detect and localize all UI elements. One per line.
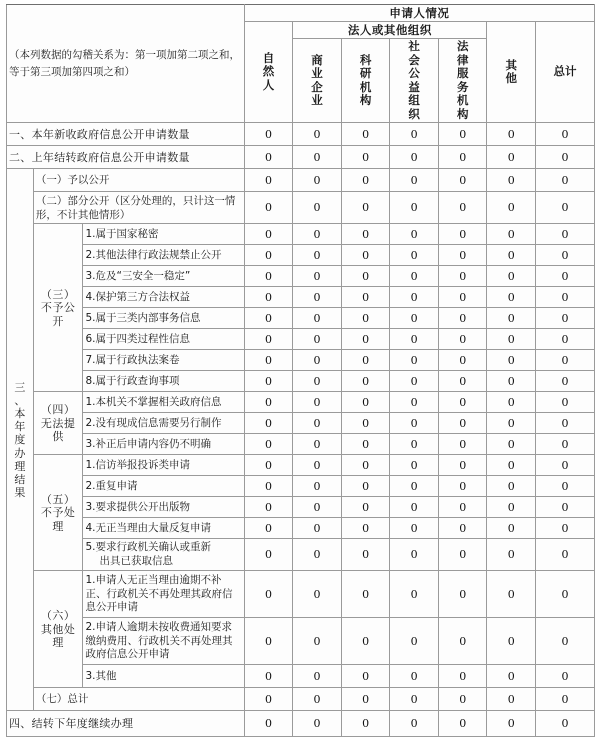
cell-value: 0 bbox=[536, 266, 595, 287]
cell-value: 0 bbox=[390, 371, 439, 392]
cell-value: 0 bbox=[293, 434, 342, 455]
cell-value: 0 bbox=[487, 688, 536, 711]
cell-value: 0 bbox=[390, 618, 439, 665]
cell-value: 0 bbox=[536, 169, 595, 192]
cell-value: 0 bbox=[390, 497, 439, 518]
cell-value: 0 bbox=[487, 518, 536, 539]
table-row bbox=[7, 434, 595, 455]
cell-value: 0 bbox=[293, 476, 342, 497]
cell-value: 0 bbox=[487, 192, 536, 224]
table-row bbox=[7, 497, 595, 518]
cell-value: 0 bbox=[438, 688, 487, 711]
cell-value: 0 bbox=[438, 392, 487, 413]
row-label-duplicate-application: 2.重复申请 bbox=[83, 476, 244, 497]
cell-value: 0 bbox=[293, 245, 342, 266]
cell-value: 0 bbox=[341, 688, 390, 711]
cell-value: 0 bbox=[487, 123, 536, 146]
cell-value: 0 bbox=[536, 308, 595, 329]
header-col-natural-person: 自 然 人 bbox=[244, 22, 293, 123]
cell-value: 0 bbox=[536, 350, 595, 371]
cell-value: 0 bbox=[438, 665, 487, 688]
group-label-other-handling: （六）其他处理 bbox=[33, 571, 83, 688]
cell-value: 0 bbox=[244, 434, 293, 455]
cell-value: 0 bbox=[341, 371, 390, 392]
cell-value: 0 bbox=[438, 371, 487, 392]
row-label-new-applications: 一、本年新收政府信息公开申请数量 bbox=[7, 123, 245, 146]
cell-value: 0 bbox=[536, 287, 595, 308]
cell-value: 0 bbox=[341, 192, 390, 224]
cell-value: 0 bbox=[341, 476, 390, 497]
cell-value: 0 bbox=[293, 571, 342, 618]
cell-value: 0 bbox=[293, 539, 342, 571]
cell-value: 0 bbox=[293, 192, 342, 224]
row-label-other-law-prohibits: 2.其他法律行政法规禁止公开 bbox=[83, 245, 244, 266]
cell-value: 0 bbox=[438, 146, 487, 169]
cell-value: 0 bbox=[341, 413, 390, 434]
cell-value: 0 bbox=[341, 308, 390, 329]
cell-value: 0 bbox=[438, 571, 487, 618]
cell-value: 0 bbox=[244, 287, 293, 308]
table-row bbox=[7, 688, 595, 711]
cell-value: 0 bbox=[438, 245, 487, 266]
cell-value: 0 bbox=[536, 371, 595, 392]
cell-value: 0 bbox=[536, 476, 595, 497]
cell-value: 0 bbox=[244, 146, 293, 169]
row-label-not-in-possession: 1.本机关不掌握相关政府信息 bbox=[83, 392, 244, 413]
cell-value: 0 bbox=[390, 123, 439, 146]
row-label-enforcement-file: 7.属于行政执法案卷 bbox=[83, 350, 244, 371]
cell-value: 0 bbox=[341, 123, 390, 146]
table-row bbox=[7, 169, 595, 192]
cell-value: 0 bbox=[487, 224, 536, 245]
cell-value: 0 bbox=[536, 245, 595, 266]
row-label-carried-over-applications: 二、上年结转政府信息公开申请数量 bbox=[7, 146, 245, 169]
table-row bbox=[7, 711, 595, 737]
cell-value: 0 bbox=[341, 169, 390, 192]
cell-value: 0 bbox=[293, 224, 342, 245]
cell-value: 0 bbox=[487, 539, 536, 571]
table-row bbox=[7, 476, 595, 497]
cell-value: 0 bbox=[293, 392, 342, 413]
cell-value: 0 bbox=[390, 688, 439, 711]
cell-value: 0 bbox=[341, 539, 390, 571]
cell-value: 0 bbox=[293, 618, 342, 665]
group-label-no-processing: （五）不予处理 bbox=[33, 455, 83, 571]
cell-value: 0 bbox=[536, 688, 595, 711]
cell-value: 0 bbox=[244, 266, 293, 287]
cell-value: 0 bbox=[438, 618, 487, 665]
cell-value: 0 bbox=[487, 711, 536, 737]
cell-value: 0 bbox=[244, 123, 293, 146]
cell-value: 0 bbox=[487, 146, 536, 169]
cell-value: 0 bbox=[438, 287, 487, 308]
cell-value: 0 bbox=[341, 455, 390, 476]
row-label-reconfirm-obtained-info: 5.要求行政机关确认或重新 出具已获取信息 bbox=[83, 539, 244, 571]
cell-value: 0 bbox=[293, 350, 342, 371]
cell-value: 0 bbox=[536, 434, 595, 455]
cell-value: 0 bbox=[244, 571, 293, 618]
cell-value: 0 bbox=[293, 123, 342, 146]
cell-value: 0 bbox=[487, 169, 536, 192]
cell-value: 0 bbox=[293, 146, 342, 169]
cell-value: 0 bbox=[244, 392, 293, 413]
header-row-applicant-group bbox=[7, 5, 595, 22]
cell-value: 0 bbox=[244, 497, 293, 518]
cell-value: 0 bbox=[536, 413, 595, 434]
cell-value: 0 bbox=[244, 665, 293, 688]
cell-value: 0 bbox=[438, 476, 487, 497]
table-row bbox=[7, 123, 595, 146]
cell-value: 0 bbox=[244, 455, 293, 476]
cell-value: 0 bbox=[244, 329, 293, 350]
cell-value: 0 bbox=[293, 371, 342, 392]
cell-value: 0 bbox=[487, 329, 536, 350]
cell-value: 0 bbox=[438, 308, 487, 329]
cell-value: 0 bbox=[536, 539, 595, 571]
header-col-research-institution: 科 研 机 构 bbox=[341, 39, 390, 123]
header-legal-entity-or-other-org: 法人或其他组织 bbox=[293, 22, 487, 39]
cell-value: 0 bbox=[390, 266, 439, 287]
cell-value: 0 bbox=[536, 123, 595, 146]
cell-value: 0 bbox=[438, 497, 487, 518]
cell-value: 0 bbox=[341, 245, 390, 266]
cell-value: 0 bbox=[293, 665, 342, 688]
cell-value: 0 bbox=[341, 665, 390, 688]
table-row bbox=[7, 224, 595, 245]
cell-value: 0 bbox=[390, 476, 439, 497]
cell-value: 0 bbox=[244, 539, 293, 571]
table-row bbox=[7, 245, 595, 266]
row-label-needs-new-creation: 2.没有现成信息需要另行制作 bbox=[83, 413, 244, 434]
cell-value: 0 bbox=[390, 571, 439, 618]
cell-value: 0 bbox=[293, 308, 342, 329]
cell-value: 0 bbox=[244, 308, 293, 329]
cell-value: 0 bbox=[487, 497, 536, 518]
cell-value: 0 bbox=[244, 169, 293, 192]
header-applicant-situation: 申请人情况 bbox=[244, 5, 594, 22]
cell-value: 0 bbox=[341, 287, 390, 308]
cell-value: 0 bbox=[390, 711, 439, 737]
cell-value: 0 bbox=[390, 169, 439, 192]
table-row bbox=[7, 287, 595, 308]
cell-value: 0 bbox=[293, 413, 342, 434]
cell-value: 0 bbox=[487, 413, 536, 434]
checksum-note: （本列数据的勾稽关系为：第一项加第二项之和，等于第三项加第四项之和） bbox=[7, 5, 245, 123]
cell-value: 0 bbox=[536, 224, 595, 245]
group-label-unable-to-provide: （四）无法提供 bbox=[33, 392, 83, 455]
cell-value: 0 bbox=[390, 192, 439, 224]
cell-value: 0 bbox=[438, 266, 487, 287]
cell-value: 0 bbox=[293, 497, 342, 518]
cell-value: 0 bbox=[536, 711, 595, 737]
cell-value: 0 bbox=[487, 455, 536, 476]
cell-value: 0 bbox=[341, 518, 390, 539]
cell-value: 0 bbox=[438, 455, 487, 476]
row-label-subtotal: （七）总计 bbox=[33, 688, 244, 711]
cell-value: 0 bbox=[244, 711, 293, 737]
cell-value: 0 bbox=[390, 539, 439, 571]
cell-value: 0 bbox=[438, 711, 487, 737]
cell-value: 0 bbox=[244, 245, 293, 266]
table-row bbox=[7, 455, 595, 476]
table-row bbox=[7, 192, 595, 224]
cell-value: 0 bbox=[341, 434, 390, 455]
cell-value: 0 bbox=[244, 192, 293, 224]
cell-value: 0 bbox=[487, 665, 536, 688]
cell-value: 0 bbox=[536, 392, 595, 413]
cell-value: 0 bbox=[487, 476, 536, 497]
row-label-published-materials: 3.要求提供公开出版物 bbox=[83, 497, 244, 518]
cell-value: 0 bbox=[487, 618, 536, 665]
cell-value: 0 bbox=[293, 455, 342, 476]
cell-value: 0 bbox=[536, 192, 595, 224]
cell-value: 0 bbox=[390, 413, 439, 434]
table-row bbox=[7, 539, 595, 571]
cell-value: 0 bbox=[536, 497, 595, 518]
row-label-process-information: 6.属于四类过程性信息 bbox=[83, 329, 244, 350]
cell-value: 0 bbox=[341, 224, 390, 245]
cell-value: 0 bbox=[244, 413, 293, 434]
cell-value: 0 bbox=[487, 287, 536, 308]
table-row bbox=[7, 571, 595, 618]
cell-value: 0 bbox=[390, 224, 439, 245]
table-row bbox=[7, 665, 595, 688]
cell-value: 0 bbox=[244, 224, 293, 245]
cell-value: 0 bbox=[487, 350, 536, 371]
cell-value: 0 bbox=[293, 266, 342, 287]
table-row bbox=[7, 266, 595, 287]
row-label-petition-complaint: 1.信访举报投诉类申请 bbox=[83, 455, 244, 476]
header-col-public-welfare-org: 社 会 公 益 组 织 bbox=[390, 39, 439, 123]
row-label-protect-third-party: 4.保护第三方合法权益 bbox=[83, 287, 244, 308]
table-row bbox=[7, 518, 595, 539]
cell-value: 0 bbox=[438, 224, 487, 245]
cell-value: 0 bbox=[536, 455, 595, 476]
cell-value: 0 bbox=[390, 287, 439, 308]
cell-value: 0 bbox=[341, 392, 390, 413]
cell-value: 0 bbox=[438, 123, 487, 146]
cell-value: 0 bbox=[487, 392, 536, 413]
cell-value: 0 bbox=[438, 169, 487, 192]
cell-value: 0 bbox=[390, 146, 439, 169]
cell-value: 0 bbox=[390, 518, 439, 539]
cell-value: 0 bbox=[487, 434, 536, 455]
cell-value: 0 bbox=[390, 665, 439, 688]
cell-value: 0 bbox=[293, 711, 342, 737]
cell-value: 0 bbox=[390, 329, 439, 350]
row-label-repeated-without-cause: 4.无正当理由大量反复申请 bbox=[83, 518, 244, 539]
row-label-other-item: 3.其他 bbox=[83, 665, 244, 688]
cell-value: 0 bbox=[341, 497, 390, 518]
table-row bbox=[7, 392, 595, 413]
cell-value: 0 bbox=[390, 434, 439, 455]
table-row bbox=[7, 146, 595, 169]
cell-value: 0 bbox=[341, 711, 390, 737]
cell-value: 0 bbox=[536, 665, 595, 688]
table-row bbox=[7, 308, 595, 329]
cell-value: 0 bbox=[438, 518, 487, 539]
cell-value: 0 bbox=[390, 308, 439, 329]
table-row bbox=[7, 350, 595, 371]
cell-value: 0 bbox=[536, 329, 595, 350]
table-row bbox=[7, 371, 595, 392]
row-label-still-unclear-after-correction: 3.补正后申请内容仍不明确 bbox=[83, 434, 244, 455]
header-col-other: 其 他 bbox=[487, 22, 536, 123]
cell-value: 0 bbox=[438, 434, 487, 455]
row-label-overdue-no-correction: 1.申请人无正当理由逾期不补正、行政机关不再处理其政府信息公开申请 bbox=[83, 571, 244, 618]
cell-value: 0 bbox=[438, 350, 487, 371]
cell-value: 0 bbox=[487, 266, 536, 287]
cell-value: 0 bbox=[341, 350, 390, 371]
row-label-internal-affairs: 5.属于三类内部事务信息 bbox=[83, 308, 244, 329]
cell-value: 0 bbox=[536, 518, 595, 539]
cell-value: 0 bbox=[438, 329, 487, 350]
cell-value: 0 bbox=[390, 350, 439, 371]
row-label-disclose: （一）予以公开 bbox=[33, 169, 244, 192]
cell-value: 0 bbox=[244, 618, 293, 665]
cell-value: 0 bbox=[390, 392, 439, 413]
cell-value: 0 bbox=[244, 688, 293, 711]
cell-value: 0 bbox=[487, 371, 536, 392]
header-col-commercial-enterprise: 商 业 企 业 bbox=[293, 39, 342, 123]
cell-value: 0 bbox=[487, 245, 536, 266]
cell-value: 0 bbox=[244, 518, 293, 539]
cell-value: 0 bbox=[341, 329, 390, 350]
header-col-total: 总计 bbox=[536, 22, 595, 123]
table-row bbox=[7, 413, 595, 434]
cell-value: 0 bbox=[536, 571, 595, 618]
cell-value: 0 bbox=[244, 476, 293, 497]
cell-value: 0 bbox=[341, 146, 390, 169]
row-label-carry-to-next-year: 四、结转下年度继续办理 bbox=[7, 711, 245, 737]
cell-value: 0 bbox=[390, 245, 439, 266]
cell-value: 0 bbox=[293, 169, 342, 192]
row-label-partial-disclosure: （二）部分公开（区分处理的，只计这一情形，不计其他情形） bbox=[33, 192, 244, 224]
header-col-legal-service-org: 法 律 服 务 机 构 bbox=[438, 39, 487, 123]
cell-value: 0 bbox=[293, 287, 342, 308]
cell-value: 0 bbox=[341, 618, 390, 665]
government-info-disclosure-table bbox=[6, 4, 595, 737]
cell-value: 0 bbox=[244, 350, 293, 371]
row-label-endanger-three-safety: 3.危及“三安全一稳定” bbox=[83, 266, 244, 287]
table-row bbox=[7, 618, 595, 665]
cell-value: 0 bbox=[244, 371, 293, 392]
cell-value: 0 bbox=[390, 455, 439, 476]
group-label-non-disclosure: （三）不予公开 bbox=[33, 224, 83, 392]
row-label-overdue-unpaid-fee: 2.申请人逾期未按收费通知要求缴纳费用、行政机关不再处理其政府信息公开申请 bbox=[83, 618, 244, 665]
section-label-annual-processing-results: 三 、 本 年 度 办 理 结 果 bbox=[7, 169, 34, 711]
cell-value: 0 bbox=[341, 571, 390, 618]
row-label-administrative-inquiry: 8.属于行政查询事项 bbox=[83, 371, 244, 392]
cell-value: 0 bbox=[536, 146, 595, 169]
cell-value: 0 bbox=[438, 539, 487, 571]
row-label-state-secret: 1.属于国家秘密 bbox=[83, 224, 244, 245]
cell-value: 0 bbox=[341, 266, 390, 287]
cell-value: 0 bbox=[293, 329, 342, 350]
cell-value: 0 bbox=[438, 413, 487, 434]
cell-value: 0 bbox=[487, 571, 536, 618]
cell-value: 0 bbox=[293, 688, 342, 711]
table-row bbox=[7, 329, 595, 350]
cell-value: 0 bbox=[293, 518, 342, 539]
cell-value: 0 bbox=[487, 308, 536, 329]
cell-value: 0 bbox=[536, 618, 595, 665]
cell-value: 0 bbox=[438, 192, 487, 224]
